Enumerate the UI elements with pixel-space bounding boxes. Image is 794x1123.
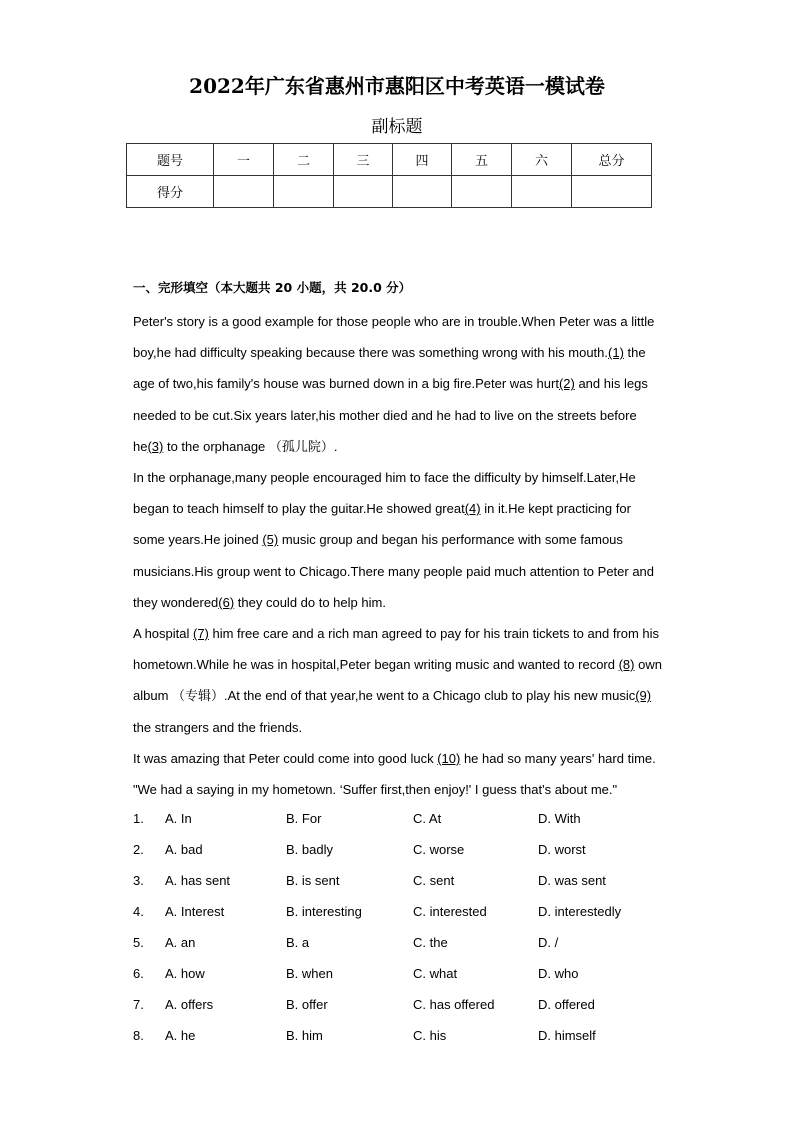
score-header-cell: 六: [512, 144, 572, 176]
option-d[interactable]: D. /: [538, 935, 559, 950]
option-a[interactable]: A. he: [165, 1028, 196, 1043]
score-header-cell: 总分: [572, 144, 652, 176]
passage-paragraph: [133, 774, 663, 805]
score-header-cell: 题号: [127, 144, 214, 176]
passage-paragraph: [133, 743, 663, 774]
question-number: 6.: [133, 966, 144, 981]
exam-subtitle: 副标题: [371, 117, 423, 137]
blank-marker: (1): [608, 345, 624, 361]
exam-title: 2022年广东省惠州市惠阳区中考英语一模试卷: [189, 74, 605, 98]
passage-text: It was amazing that Peter could come into good luck: [133, 750, 438, 766]
score-cell[interactable]: [393, 176, 452, 208]
option-c[interactable]: C. has offered: [413, 997, 495, 1012]
option-c[interactable]: C. worse: [413, 842, 465, 857]
question-number: 5.: [133, 935, 144, 950]
option-d[interactable]: D. was sent: [538, 873, 606, 888]
passage-text: A hospital: [133, 626, 193, 642]
blank-marker: (9): [635, 688, 652, 704]
option-a[interactable]: A. an: [165, 935, 196, 950]
score-cell[interactable]: [334, 176, 393, 208]
question-number: 4.: [133, 904, 144, 919]
option-c[interactable]: C. sent: [413, 873, 455, 888]
option-b[interactable]: B. him: [286, 1028, 323, 1043]
question-row: [133, 873, 673, 893]
passage-text: he had so many years' hard time.: [460, 750, 656, 766]
blank-marker: (8): [618, 657, 635, 673]
score-header-cell: 一: [214, 144, 274, 176]
option-a[interactable]: A. has sent: [165, 873, 231, 888]
option-a[interactable]: A. bad: [165, 842, 203, 857]
option-d[interactable]: D. offered: [538, 997, 595, 1012]
score-header-cell: 二: [274, 144, 334, 176]
question-row: [133, 904, 673, 924]
option-b[interactable]: B. offer: [286, 997, 328, 1012]
passage-text: In the orphanage,many people encouraged him to face the difficulty by himself.Later,He began to teach himself to play the guitar.He showed great: [133, 470, 636, 517]
blank-marker: (4): [464, 501, 481, 517]
score-header-cell: 四: [393, 144, 452, 176]
option-a[interactable]: A. In: [165, 811, 192, 826]
score-cell[interactable]: [274, 176, 334, 208]
passage-text: him free care and a rich man agreed to pay for his train tickets to and from his hometown.While he was in hospital,Peter began writing music and wanted to record: [133, 626, 660, 673]
blank-marker: (7): [193, 626, 209, 642]
cloze-passage: [133, 306, 663, 805]
option-b[interactable]: B. when: [286, 966, 333, 981]
score-table: [126, 143, 652, 208]
score-cell[interactable]: [214, 176, 274, 208]
passage-text: in it.He kept practicing for some years.He joined: [133, 501, 631, 548]
option-c[interactable]: C. interested: [413, 904, 487, 919]
question-number: 7.: [133, 997, 144, 1012]
passage-text: the strangers and the friends.: [133, 719, 303, 735]
score-table-score-row: [127, 176, 652, 208]
question-row: [133, 997, 673, 1017]
passage-text: and his legs needed to be cut.Six years later,his mother died and he had to live on the streets before he: [133, 376, 648, 454]
section-heading: 一、完形填空（本大题共 20 小题，共 20.0 分）: [133, 280, 412, 295]
passage-text: own album （专辑）.At the end of that year,he went to a Chicago club to play his new music: [133, 657, 662, 704]
score-cell[interactable]: [572, 176, 652, 208]
score-cell[interactable]: [452, 176, 512, 208]
question-number: 1.: [133, 811, 144, 826]
passage-text: "We had a saying in my hometown. ‘Suffer first,then enjoy!' I guess that's about me.": [133, 782, 618, 798]
score-cell[interactable]: [512, 176, 572, 208]
question-row: [133, 842, 673, 862]
option-c[interactable]: C. what: [413, 966, 458, 981]
score-header-cell: 五: [452, 144, 512, 176]
score-header-cell: 三: [334, 144, 393, 176]
option-a[interactable]: A. how: [165, 966, 205, 981]
question-row: [133, 966, 673, 986]
passage-paragraph: [133, 618, 663, 743]
option-a[interactable]: A. offers: [165, 997, 214, 1012]
blank-marker: (3): [147, 438, 164, 454]
option-d[interactable]: D. interestedly: [538, 904, 622, 919]
option-b[interactable]: B. badly: [286, 842, 333, 857]
passage-paragraph: [133, 306, 663, 462]
question-row: [133, 935, 673, 955]
question-number: 2.: [133, 842, 144, 857]
question-number: 8.: [133, 1028, 144, 1043]
question-row: [133, 811, 673, 831]
option-b[interactable]: B. a: [286, 935, 310, 950]
passage-text: music group and began his performance with some famous musicians.His group went to Chicago.There many people paid much attention to Peter and they wondered: [133, 532, 655, 610]
passage-text: to the orphanage （孤儿院）.: [163, 438, 338, 454]
option-d[interactable]: D. With: [538, 811, 581, 826]
option-c[interactable]: C. his: [413, 1028, 447, 1043]
question-row: [133, 1028, 673, 1048]
option-d[interactable]: D. worst: [538, 842, 586, 857]
passage-text: Peter's story is a good example for those people who are in trouble.When Peter was a little boy,he had difficulty speaking because there was something wrong with his mouth.: [133, 314, 655, 361]
blank-marker: (2): [558, 376, 575, 392]
score-row-label: 得分: [127, 176, 214, 208]
question-number: 3.: [133, 873, 144, 888]
option-c[interactable]: C. the: [413, 935, 448, 950]
option-c[interactable]: C. At: [413, 811, 442, 826]
passage-text: they could do to help him.: [234, 594, 386, 610]
blank-marker: (5): [262, 532, 279, 548]
blank-marker: (10): [437, 750, 461, 766]
option-d[interactable]: D. who: [538, 966, 579, 981]
option-b[interactable]: B. interesting: [286, 904, 362, 919]
option-a[interactable]: A. Interest: [165, 904, 225, 919]
score-table-header-row: [127, 144, 652, 176]
option-d[interactable]: D. himself: [538, 1028, 596, 1043]
option-b[interactable]: B. is sent: [286, 873, 340, 888]
passage-text: the age of two,his family's house was burned down in a big fire.Peter was hurt: [133, 345, 646, 392]
blank-marker: (6): [218, 594, 235, 610]
passage-paragraph: [133, 462, 663, 618]
option-b[interactable]: B. For: [286, 811, 322, 826]
